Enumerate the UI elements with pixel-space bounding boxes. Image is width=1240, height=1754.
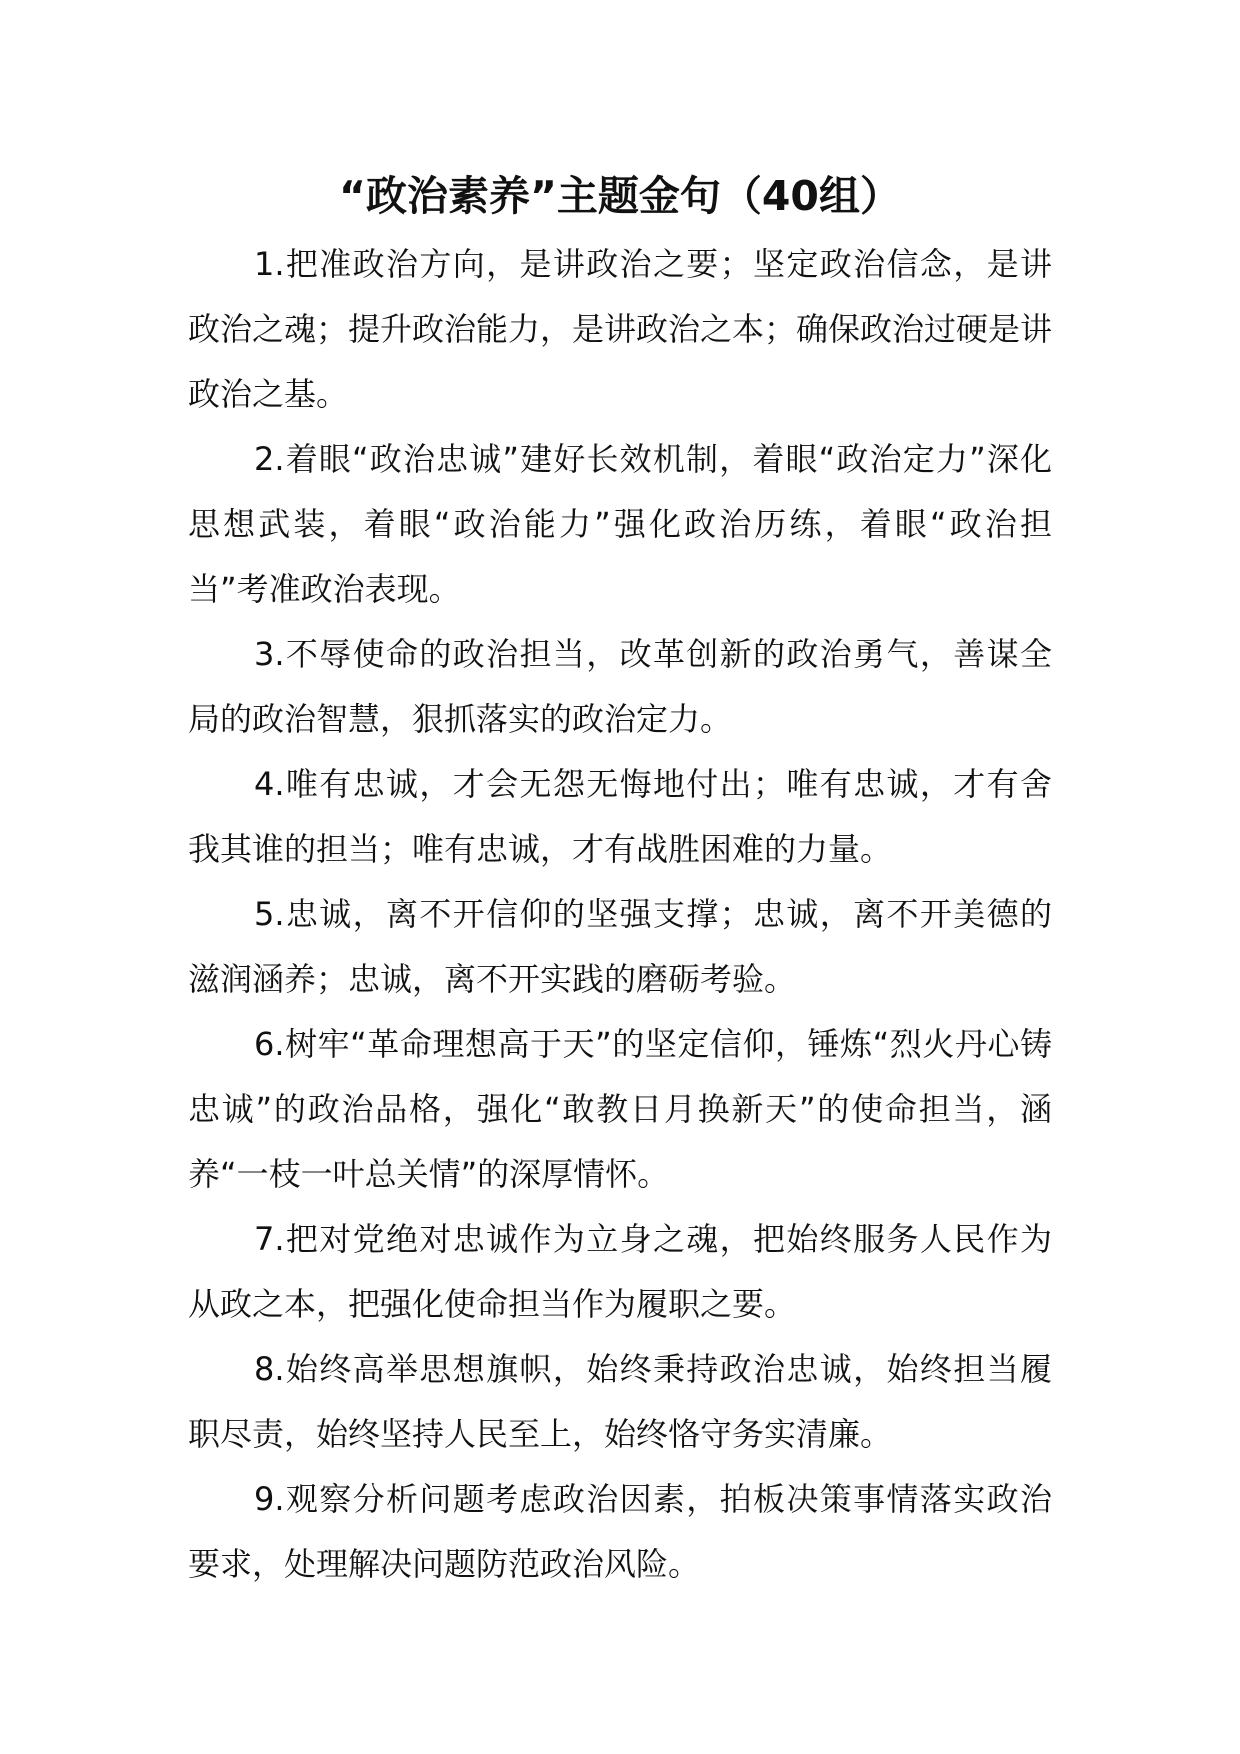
paragraph-4: 4.唯有忠诚，才会无怨无悔地付出；唯有忠诚，才有舍我其谁的担当；唯有忠诚，才有战胜困难的力量。 bbox=[188, 765, 1052, 868]
paragraph-7: 7.把对党绝对忠诚作为立身之魂，把始终服务人民作为从政之本，把强化使命担当作为履职之要。 bbox=[188, 1220, 1052, 1323]
document-body bbox=[188, 232, 1052, 1597]
paragraph-2: 2.着眼“政治忠诚”建好长效机制，着眼“政治定力”深化思想武装，着眼“政治能力”强化政治历练，着眼“政治担当”考准政治表现。 bbox=[188, 440, 1052, 608]
paragraph-6: 6.树牢“革命理想高于天”的坚定信仰，锤炼“烈火丹心铸忠诚”的政治品格，强化“敢教日月换新天”的使命担当，涵养“一枝一叶总关情”的深厚情怀。 bbox=[188, 1025, 1052, 1193]
document-title: “政治素养”主题金句（40组） bbox=[339, 172, 901, 220]
paragraph-5: 5.忠诚，离不开信仰的坚强支撑；忠诚，离不开美德的滋润涵养；忠诚，离不开实践的磨砺考验。 bbox=[188, 895, 1052, 998]
paragraph-9: 9.观察分析问题考虑政治因素，拍板决策事情落实政治要求，处理解决问题防范政治风险。 bbox=[188, 1480, 1052, 1583]
paragraph-1: 1.把准政治方向，是讲政治之要；坚定政治信念，是讲政治之魂；提升政治能力，是讲政治之本；确保政治过硬是讲政治之基。 bbox=[188, 245, 1053, 413]
paragraph-3: 3.不辱使命的政治担当，改革创新的政治勇气，善谋全局的政治智慧，狠抓落实的政治定力。 bbox=[188, 635, 1052, 738]
paragraph-8: 8.始终高举思想旗帜，始终秉持政治忠诚，始终担当履职尽责，始终坚持人民至上，始终恪守务实清廉。 bbox=[188, 1350, 1052, 1453]
